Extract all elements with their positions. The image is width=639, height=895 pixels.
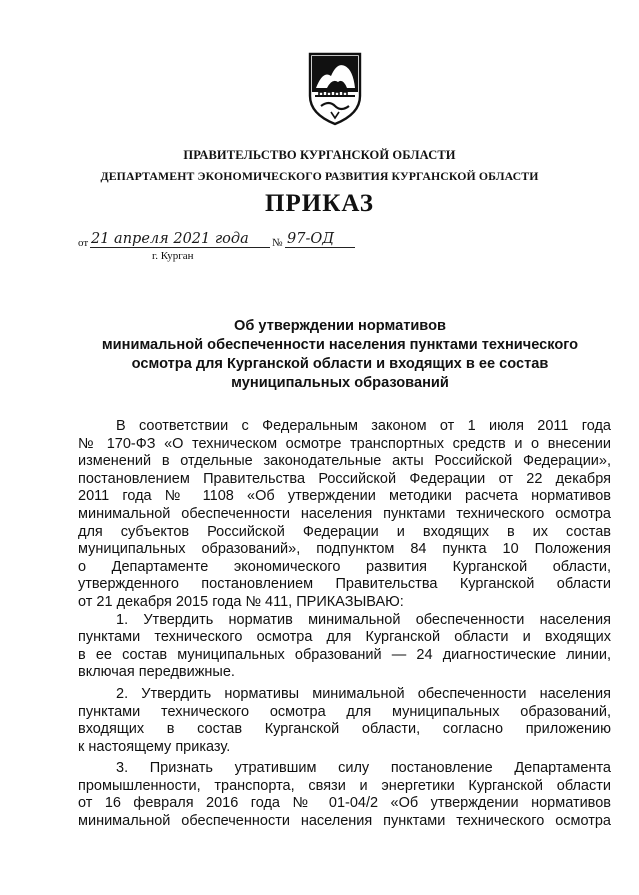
subject-line: минимальной обеспеченности населения пунктами технического (101, 337, 579, 353)
department-name: ДЕПАРТАМЕНТ ЭКОНОМИЧЕСКОГО РАЗВИТИЯ КУРГАНСКОЙ ОБЛАСТИ (100, 169, 539, 183)
text-line: муниципальных образований», подпунктом 84 пункта 10 Положения (78, 541, 611, 558)
order-subject (60, 317, 620, 393)
document-title: ПРИКАЗ (265, 190, 374, 217)
text-line: изменений в отдельные законодательные акты Российской Федерации», (78, 453, 611, 470)
text-line: к настоящему приказу. (78, 738, 231, 755)
city-name: г. Курган (152, 250, 194, 262)
handwritten-date: 21 апреля 2021 года (91, 231, 249, 247)
text-line: 3. Признать утратившим силу постановление Департамента (116, 760, 611, 777)
handwritten-number: 97-ОД (287, 231, 335, 247)
date-prefix: от (78, 237, 89, 249)
text-line: № 170-ФЗ «О техническом осмотре транспортных средств и о внесении (78, 435, 611, 452)
text-line: постановлением Правительства Российской Федерации от 22 декабря (78, 470, 611, 487)
text-line: 2. Утвердить нормативы минимальной обеспеченности населения (116, 685, 611, 702)
text-line: утвержденного постановлением Правительства Курганской области (78, 576, 611, 593)
number-prefix: № (272, 237, 283, 249)
text-line: 2011 года № 1108 «Об утверждении методики расчета нормативов (78, 488, 611, 505)
number-underline (285, 247, 355, 248)
text-line: от 21 декабря 2015 года № 411, ПРИКАЗЫВАЮ: (78, 593, 404, 610)
text-line: входящих в состав Курганской области, согласно приложению (78, 721, 611, 738)
subject-line: осмотра для Курганской области и входящих в ее состав (131, 356, 549, 372)
text-line: от 16 февраля 2016 года № 01-04/2 «Об утверждении нормативов (78, 795, 611, 812)
text-line: минимальной обеспеченности населения пунктами технического осмотра (78, 813, 611, 830)
subject-line: Об утверждении нормативов (234, 318, 446, 334)
text-line: о Департаменте экономического развития Курганской области, (78, 558, 611, 575)
subject-line: муниципальных образований (231, 375, 449, 391)
text-line: 1. Утвердить норматив минимальной обеспеченности населения (116, 611, 611, 628)
paragraph-item-2 (78, 686, 611, 756)
text-line: в ее состав муниципальных образований — 24 диагностические линии, (78, 646, 611, 663)
text-line: минимальной обеспеченности населения пунктами технического осмотра (78, 505, 611, 522)
date-underline (90, 247, 270, 248)
text-line: промышленности, транспорта, связи и энергетики Курганской области (78, 777, 611, 794)
text-line: включая передвижные. (78, 664, 235, 681)
paragraph-item-1 (78, 612, 611, 682)
government-name: ПРАВИТЕЛЬСТВО КУРГАНСКОЙ ОБЛАСТИ (183, 148, 456, 162)
paragraph-preamble (78, 418, 611, 612)
paragraph-item-3 (78, 760, 611, 830)
order-body (78, 418, 611, 831)
coat-of-arms-icon (307, 52, 363, 126)
text-line: для субъектов Российской Федерации и входящих в их состав (78, 523, 611, 540)
text-line: пунктами технического осмотра для муниципальных образований, (78, 703, 611, 720)
text-line: пунктами технического осмотра для Курганской области и входящих (78, 629, 611, 646)
text-line: В соответствии с Федеральным законом от 1 июля 2011 года (116, 418, 611, 434)
